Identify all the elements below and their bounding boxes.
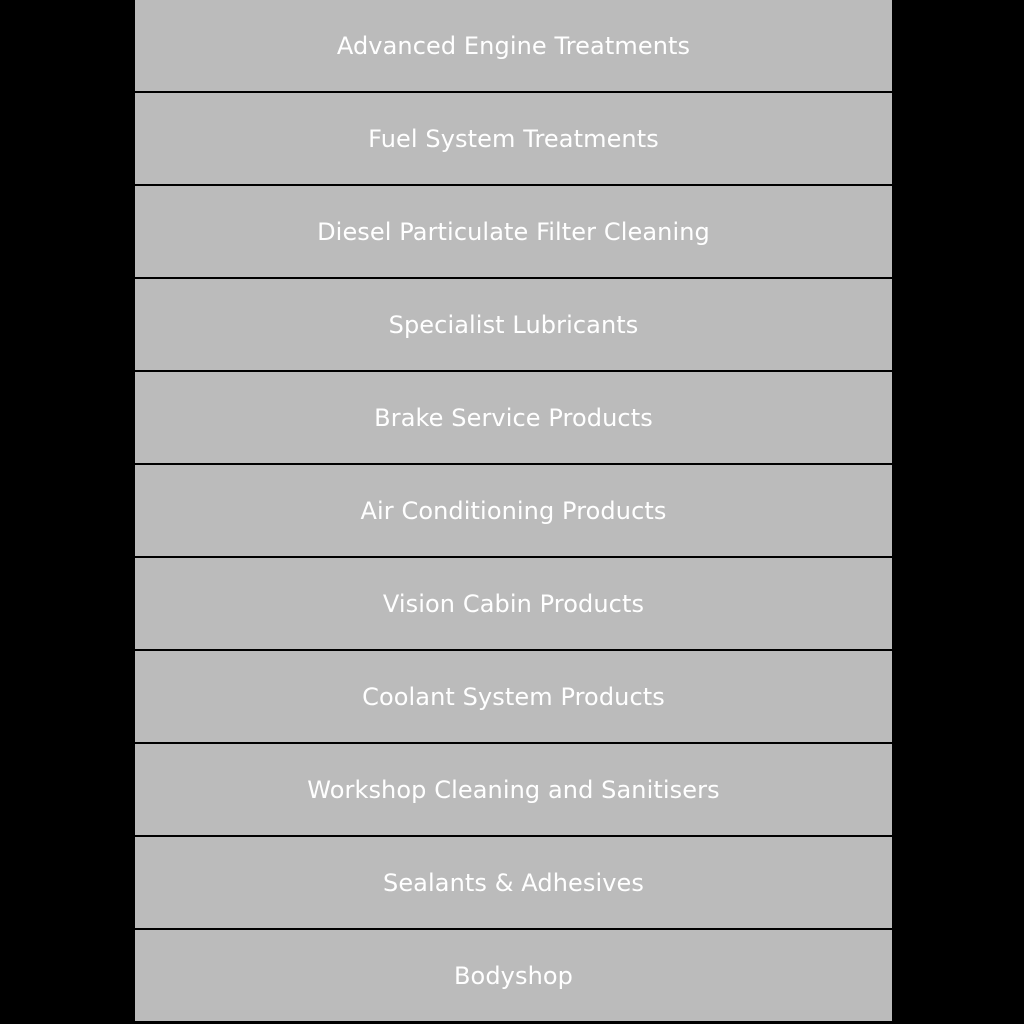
menu-item-workshop-cleaning-and-sanitisers[interactable] xyxy=(135,744,892,835)
menu-item-specialist-lubricants[interactable] xyxy=(135,279,892,370)
menu-item-bodyshop[interactable] xyxy=(135,930,892,1021)
category-menu xyxy=(135,0,892,1024)
menu-item-label: Brake Service Products xyxy=(374,403,653,432)
menu-item-brake-service-products[interactable] xyxy=(135,372,892,463)
menu-item-coolant-system-products[interactable] xyxy=(135,651,892,742)
menu-item-label: Air Conditioning Products xyxy=(360,496,667,525)
menu-item-label: Advanced Engine Treatments xyxy=(336,31,691,60)
menu-item-air-conditioning-products[interactable] xyxy=(135,465,892,556)
menu-item-fuel-system-treatments[interactable] xyxy=(135,93,892,184)
menu-item-label: Specialist Lubricants xyxy=(388,310,639,339)
menu-item-diesel-particulate-filter-cleaning[interactable] xyxy=(135,186,892,277)
menu-item-sealants-adhesives[interactable] xyxy=(135,837,892,928)
menu-item-label: Workshop Cleaning and Sanitisers xyxy=(307,775,720,804)
menu-item-vision-cabin-products[interactable] xyxy=(135,558,892,649)
menu-item-label: Vision Cabin Products xyxy=(382,589,645,618)
menu-item-label: Diesel Particulate Filter Cleaning xyxy=(317,217,710,246)
menu-item-label: Fuel System Treatments xyxy=(368,124,659,153)
menu-item-label: Sealants & Adhesives xyxy=(382,868,645,897)
menu-item-label: Bodyshop xyxy=(453,961,574,990)
menu-item-advanced-engine-treatments[interactable] xyxy=(135,0,892,91)
menu-item-label: Coolant System Products xyxy=(362,682,665,711)
